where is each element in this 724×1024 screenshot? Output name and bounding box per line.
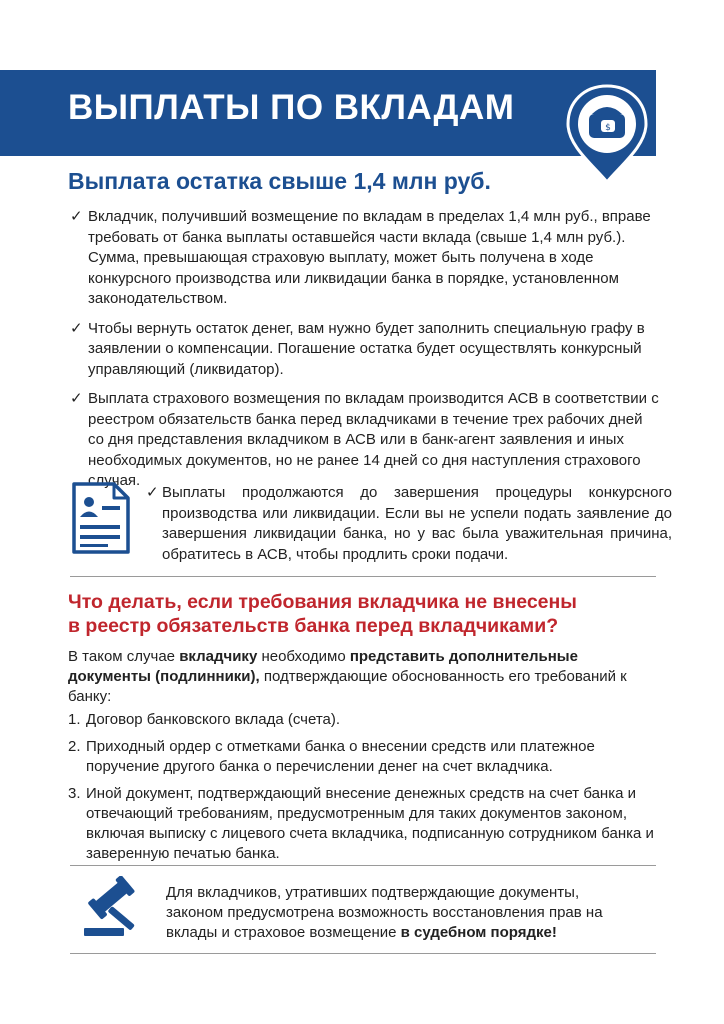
intro-text: В таком случае [68, 648, 180, 665]
list-item-text: Выплата страхового возмещения по вкладам производится АСВ в соответствии с реестром обязательств банка перед вкладчиками в течение трех рабочих дней со дня представления вкладчиком в АСВ или в банк-агент заявления и иных необходимых документов, но не ранее 14 дней со дня наступления страхового случая. [88, 390, 659, 489]
list-item [70, 207, 660, 310]
wallet-pin-icon [564, 84, 650, 184]
footer-note-text: Для вкладчиков, утративших подтверждающие документы, законом предусмотрена возможность восстановления прав на вклады и страховое возмещение [166, 884, 603, 941]
item-number: 1. [68, 711, 81, 728]
intro-text: подтверждающие обоснованность его требований к банку: [68, 668, 627, 705]
divider [70, 576, 656, 577]
doc-note [146, 483, 672, 565]
list-item-text: Вкладчик, получивший возмещение по вкладам в пределах 1,4 млн руб., вправе требовать от банка выплаты оставшейся части вклада (свыше 1,4 млн руб.). Сумма, превышающая страховую выплату, может быть получена в ходе конкурсного производства или ликвидации банка в порядке, установленном законодательством. [88, 208, 651, 307]
numbered-list [68, 710, 658, 871]
section-subtitle: Выплата остатка свыше 1,4 млн руб. [68, 168, 491, 194]
footer-note-bold: в судебном порядке! [400, 924, 557, 941]
divider [70, 865, 656, 866]
list-item [70, 389, 660, 492]
gavel-icon [82, 876, 148, 938]
checkmark-icon: ✓ [70, 390, 83, 407]
list-item [70, 319, 660, 381]
section-question [68, 590, 658, 638]
check-list [70, 207, 660, 501]
question-line: Что делать, если требования вкладчика не внесены [68, 591, 577, 613]
list-item [68, 710, 658, 730]
checkmark-icon: ✓ [146, 484, 159, 501]
list-item [68, 784, 658, 864]
footer-note [166, 883, 636, 943]
divider [70, 953, 656, 954]
checkmark-icon: ✓ [70, 319, 83, 337]
page-title: ВЫПЛАТЫ ПО ВКЛАДАМ [68, 88, 515, 127]
item-number: 2. [68, 738, 81, 755]
list-item-text: Договор банковского вклада (счета). [86, 711, 341, 728]
checkmark-icon: ✓ [70, 208, 83, 225]
intro-bold: вкладчику [179, 648, 258, 665]
doc-note-text: Выплаты продолжаются до завершения процедуры конкурсного производства или ликвидации. Если вы не успели подать заявление до завершения ликвидации банка, но у вас была уважительная причина, обратитесь в АСВ, чтобы продлить сроки подачи. [162, 484, 672, 563]
document-icon [70, 482, 132, 554]
intro-bold: представить дополнительные документы (подлинники), [68, 648, 578, 685]
list-item [68, 737, 658, 777]
item-number: 3. [68, 785, 81, 802]
svg-text:$: $ [605, 123, 611, 133]
question-line: в реестр обязательств банка перед вкладчиками? [68, 615, 559, 637]
list-item-text: Чтобы вернуть остаток денег, вам нужно будет заполнить специальную графу в заявлении о компенсации. Погашение остатка будет осуществлять конкурсный управляющий (ликвидатор). [88, 319, 645, 378]
intro-paragraph [68, 647, 658, 707]
list-item-text: Иной документ, подтверждающий внесение денежных средств на счет банка и отвечающий требованиям, предусмотренным для таких документов законом, включая выписку с лицевого счета вкладчика, подписанную сотрудником банка и заверенную печатью банка. [86, 785, 654, 862]
intro-text: необходимо [257, 648, 350, 665]
list-item-text: Приходный ордер с отметками банка о внесении средств или платежное поручение другого банка о перечислении денег на счет вкладчика. [86, 738, 595, 775]
